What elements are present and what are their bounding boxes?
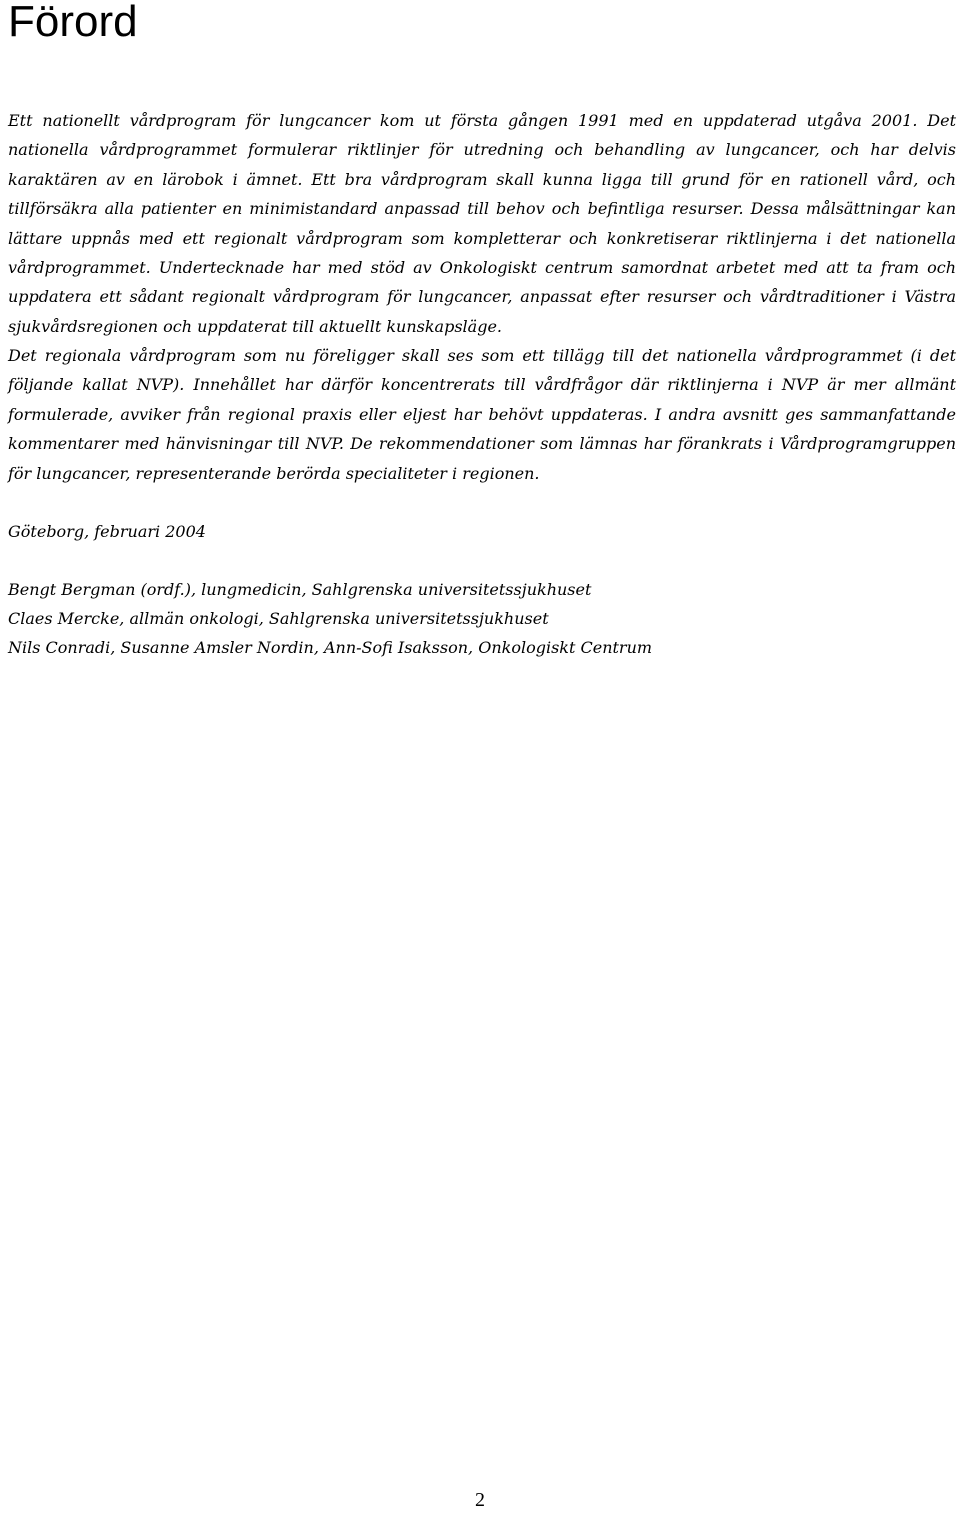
signature-line: Nils Conradi, Susanne Amsler Nordin, Ann-Sofi Isaksson, Onkologiskt Centrum: [8, 638, 653, 657]
page-number: 2: [475, 1489, 485, 1511]
signature-line: Bengt Bergman (ordf.), lungmedicin, Sahlgrenska universitetssjukhuset: [8, 580, 592, 599]
second-paragraph: Det regionala vårdprogram som nu föreligger skall ses som ett tillägg till det nationella vårdprogrammet (i det följande kallat NVP). Innehållet har därför koncentrerats till vårdfrågor där riktlinjerna i NVP är mer allmänt formulerade, avviker från regional praxis eller eljest har behövt uppdateras. I andra avsnitt ges sammanfattande kommentarer med hänvisningar till NVP. De rekommendationer som lämnas har förankrats i Vårdprogramgruppen för lungcancer, representerande berörda specialiteter i regionen.: [8, 346, 956, 483]
intro-paragraph: Ett nationellt vårdprogram för lungcancer kom ut första gången 1991 med en uppdaterad utgåva 2001. Det nationella vårdprogrammet formulerar riktlinjer för utredning och behandling av lungcancer, och har delvis karaktären av en lärobok i ämnet. Ett bra vårdprogram skall kunna ligga till grund för en rationell vård, och tillförsäkra alla patienter en minimistandard anpassad till behov och befintliga resurser. Dessa målsättningar kan lättare uppnås med ett regionalt vårdprogram som kompletterar och konkretiserar riktlinjerna i det nationella vårdprogrammet. Undertecknade har med stöd av Onkologiskt centrum samordnat arbetet med att ta fram och uppdatera ett sådant regionalt vårdprogram för lungcancer, anpassat efter resurser och vårdtraditioner i Västra sjukvårdsregionen och uppdaterat till aktuellt kunskapsläge.: [8, 111, 956, 336]
signature-list: [8, 575, 652, 662]
place-date: Göteborg, februari 2004: [8, 522, 206, 541]
signature-line: Claes Mercke, allmän onkologi, Sahlgrenska universitetssjukhuset: [8, 609, 549, 628]
page-title: Förord: [8, 0, 138, 46]
